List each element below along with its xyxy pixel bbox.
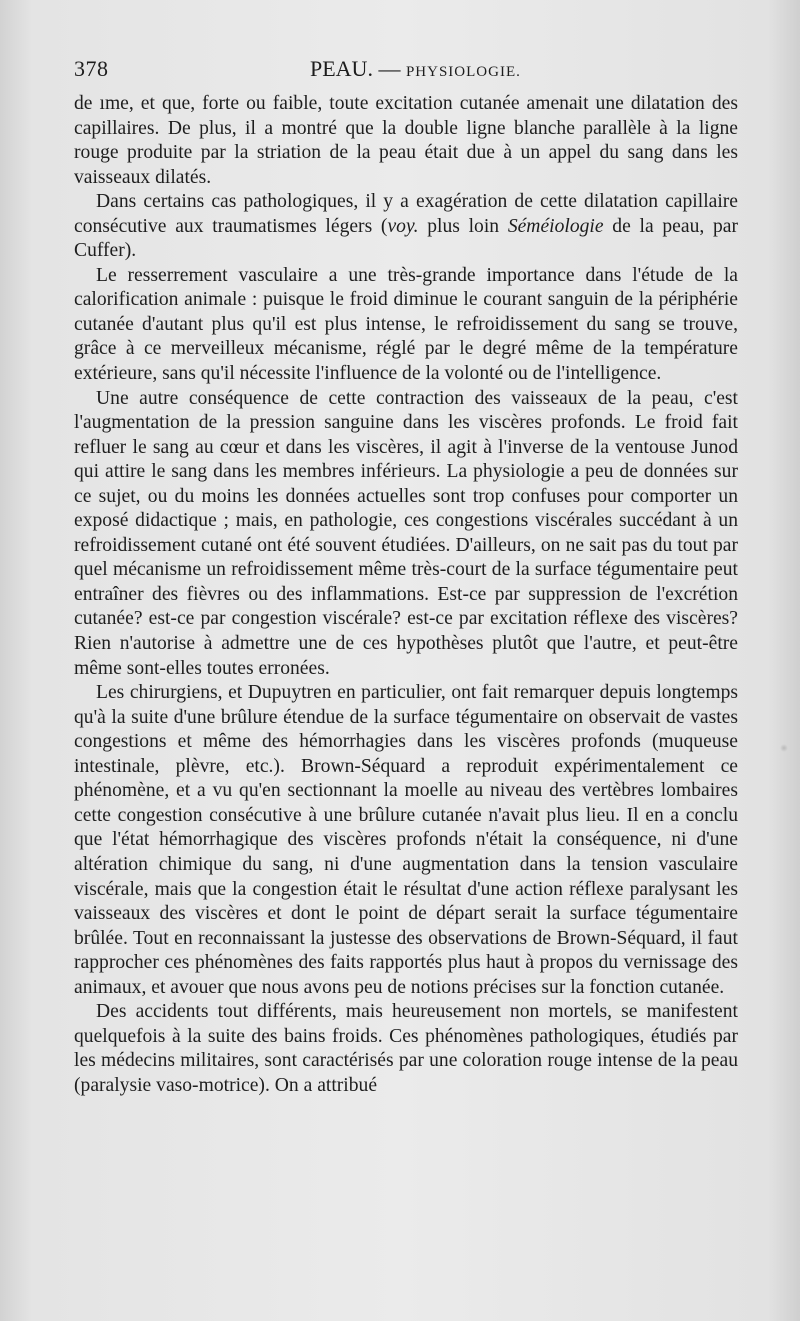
running-subtitle: PHYSIOLOGIE. [405,64,521,80]
paragraph-p4 [74,387,738,682]
running-title: PEAU. — [310,56,406,81]
paragraph-p1 [74,92,738,190]
text-segment: de la peau, par Cuffer). [74,215,739,262]
italic-text: voy. [387,215,419,237]
text-segment: Les chirurgiens, et Dupuytren en particulier, ont fait remarquer depuis longtemps qu'à la suite d'une brûlure étendue de la surface tégumentaire on observait de vastes congestions et même des hémorrhagies dans les viscères profonds (muqueuse intestinale, plèvre, etc.). Brown-Séquard a reproduit expérimentalement ce phénomène, et a vu qu'en sectionnant la moelle au niveau des vertèbres lombaires cette congestion consécutive à une brûlure cutanée n'avait plus lieu. Il en a conclu que l'état hémorrhagique des viscères profonds n'était la conséquence, ni d'une altération chimique du sang, ni d'une augmentation dans la tension vasculaire viscérale, mais que la congestion était le résultat d'une action réflexe paralysant les vaisseaux des viscères et dont le point de départ serait la surface tégumentaire brûlée. Tout en reconnaissant la justesse des observations de Brown-Séquard, il faut rapprocher ces phénomènes des faits rapportés plus haut à propos du vernissage des animaux, et avouer que nous avons peu de notions précises sur la fonction cutanée. [74,682,738,998]
page-header [74,56,738,84]
text-segment: Le resserrement vasculaire a une très-grande importance dans l'étude de la calorification animale : puisque le froid diminue le courant sanguin de la périphérie cutanée d'autant plus qu'il est plus intense, le refroidissement du sang se trouve, grâce à ce merveilleux mécanisme, réglé par le degré même de la température extérieure, sans qu'il nécessite l'influence de la volonté ou de l'intelligence. [74,264,738,385]
paragraph-p3 [74,264,738,387]
text-segment: de ıme, et que, forte ou faible, toute excitation cutanée amenait une dilatation des capillaires. De plus, il a montré que la double ligne blanche parallèle à la ligne rouge produite par la striation de la peau était due à un appel du sang dans les vaisseaux dilatés. [74,93,738,188]
body-text [74,92,738,1098]
italic-text: Séméiologie [507,215,604,237]
paragraph-p5 [74,681,738,1000]
page-number: 378 [74,56,109,81]
paper-speck [780,744,788,752]
text-segment: Dans certains cas pathologiques, il y a exagération de cette dilatation capillaire consécutive aux traumatismes légers ( [74,191,738,237]
paragraph-p6 [74,1000,738,1098]
running-head [310,56,521,82]
text-segment: Des accidents tout différents, mais heureusement non mortels, se manifestent quelquefois à la suite des bains froids. Ces phénomènes pathologiques, étudiés par les médecins militaires, sont caractérisés par une coloration rouge intense de la peau (paralysie vaso-motrice). On a attribué [74,1001,738,1096]
text-segment: plus loin [418,215,508,237]
text-segment: Une autre conséquence de cette contraction des vaisseaux de la peau, c'est l'augmentation de la pression sanguine dans les viscères profonds. Le froid fait refluer le sang au cœur et dans les viscères, il agit à l'inverse de la ventouse Junod qui attire le sang dans les membres inférieurs. La physiologie a peu de données sur ce sujet, ou du moins les données actuelles sont trop confuses pour comporter un exposé didactique ; mais, en pathologie, ces congestions viscérales succédant à un refroidissement cutané ont été souvent étudiées. D'ailleurs, on ne sait pas du tout par quel mécanisme un refroidissement même très-court de la surface tégumentaire peut entraîner des fièvres ou des inflammations. Est-ce par suppression de l'excrétion cutanée? est-ce par congestion viscérale? est-ce par excitation réflexe des viscères? Rien n'autorise à admettre une de ces hypothèses plutôt que l'autre, et peut-être même sont-elles toutes erronées. [74,387,738,679]
paragraph-p2 [74,190,738,264]
